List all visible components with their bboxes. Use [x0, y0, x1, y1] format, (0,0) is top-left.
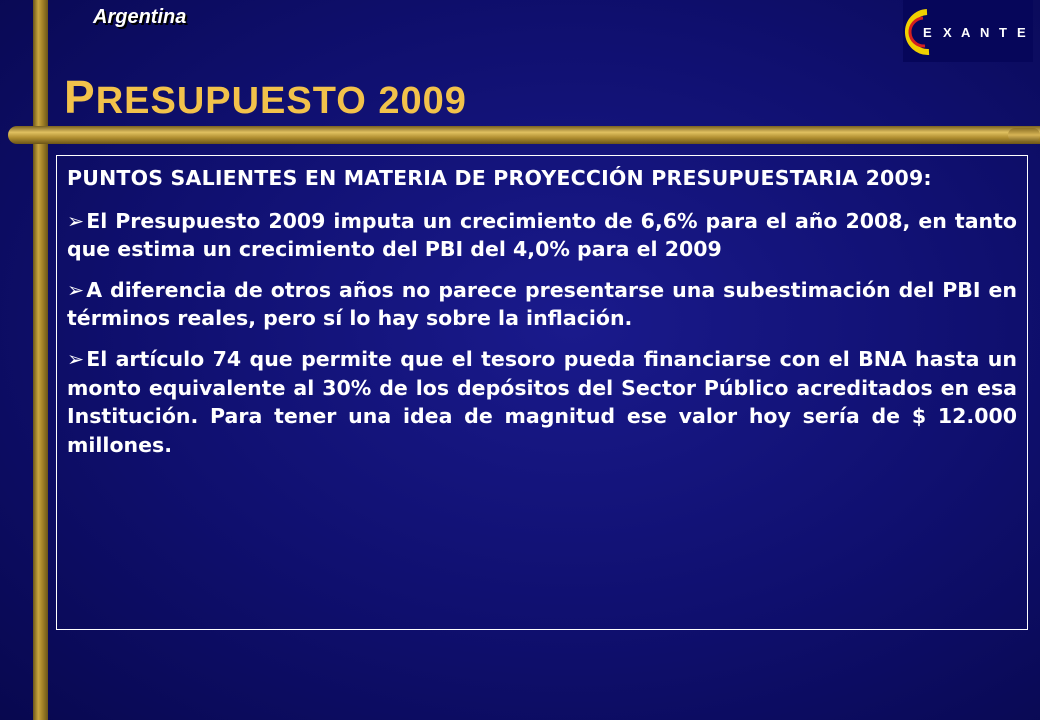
- logo-letter: N: [980, 25, 990, 40]
- logo-letters: [923, 25, 1026, 40]
- gold-bar-end-cap: [1008, 128, 1040, 142]
- title-rest: RESUPUESTO 2009: [95, 80, 467, 122]
- bullet-item: [67, 345, 1017, 459]
- content-heading: PUNTOS SALIENTES EN MATERIA DE PROYECCIÓN PRESUPUESTARIA 2009:: [67, 166, 932, 190]
- arrow-bullet-icon: ➢: [67, 208, 85, 233]
- gold-horizontal-bar: [8, 126, 1040, 144]
- content-box: [56, 155, 1028, 630]
- country-label: Argentina: [93, 6, 187, 28]
- logo-letter: T: [999, 25, 1007, 40]
- title-initial: P: [64, 71, 96, 123]
- logo-letter: E: [1017, 25, 1026, 40]
- arrow-bullet-icon: ➢: [67, 346, 85, 371]
- bullet-item: [67, 207, 1017, 264]
- bullet-text: El artículo 74 que permite que el tesoro pueda financiarse con el BNA hasta un monto equivalente al 30% de los depósitos del Sector Público acreditados en esa Institución. Para tener una idea de magnitud ese valor hoy sería de $ 12.000 millones.: [67, 346, 1017, 457]
- exante-logo: [903, 0, 1033, 62]
- slide-title: [64, 70, 467, 124]
- bullet-text: A diferencia de otros años no parece presentarse una subestimación del PBI en términos reales, pero sí lo hay sobre la inflación.: [67, 277, 1017, 331]
- logo-letter: E: [923, 25, 932, 40]
- logo-letter: A: [961, 25, 971, 40]
- exante-logo-graphic: [903, 0, 1033, 62]
- gold-vertical-bar: [33, 0, 48, 720]
- arrow-bullet-icon: ➢: [67, 277, 85, 302]
- bullet-text: El Presupuesto 2009 imputa un crecimiento de 6,6% para el año 2008, en tanto que estima un crecimiento del PBI del 4,0% para el 2009: [67, 208, 1017, 262]
- logo-letter: X: [943, 25, 952, 40]
- bullet-item: [67, 276, 1017, 333]
